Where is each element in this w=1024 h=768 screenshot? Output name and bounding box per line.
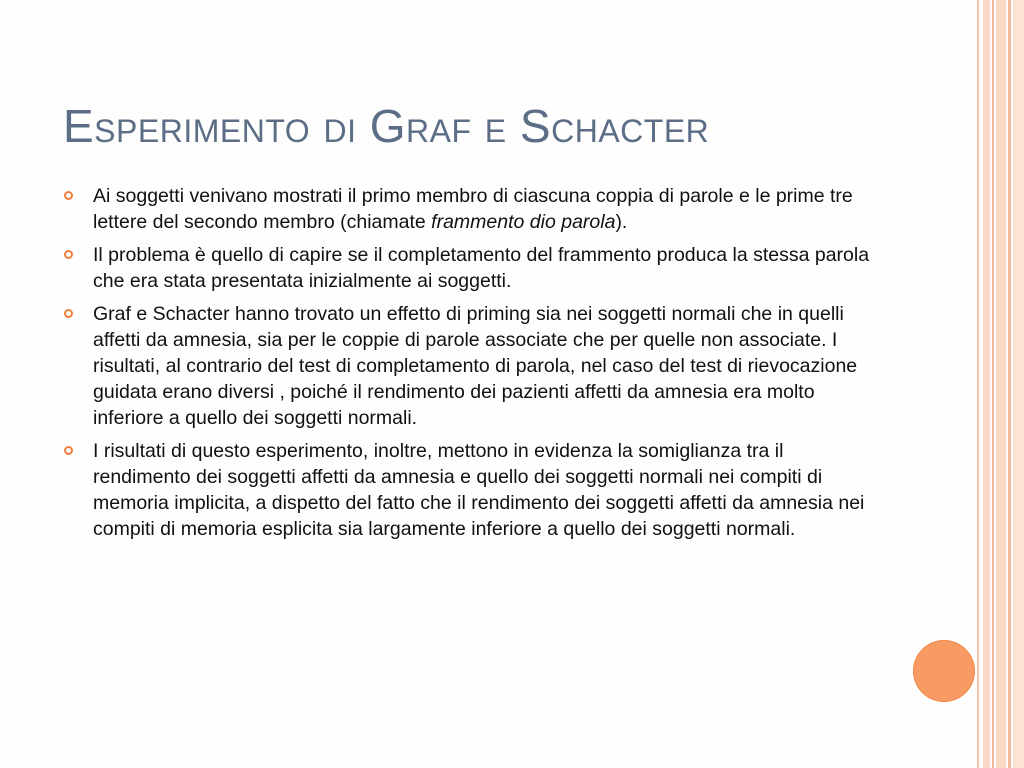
bullet-text: Ai soggetti venivano mostrati il primo membro di ciascuna coppia di parole e le prime tre lettere del secondo membro (chiamate [93, 185, 853, 233]
decorative-circle-icon [913, 640, 975, 702]
bullet-item [60, 183, 880, 235]
bullet-text-end: ). [615, 211, 628, 233]
slide-title: Esperimento di Graf e Schacter [63, 100, 710, 152]
bullet-text: Il problema è quello di capire se il completamento del frammento produca la stessa parola che era stata presentata inizialmente ai soggetti. [93, 244, 870, 292]
bullet-text: I risultati di questo esperimento, inoltre, mettono in evidenza la somiglianza tra il rendimento dei soggetti affetti da amnesia e quello dei soggetti normali nei compiti di memoria implicita, a dispetto del fatto che il rendimento dei soggetti affetti da amnesia nei compiti di memoria esplicita sia largamente inferiore a quello dei soggetti normali. [93, 440, 865, 540]
bullet-circle-icon [64, 250, 73, 259]
bullet-list [60, 183, 880, 549]
decorative-stripe [992, 0, 994, 768]
decorative-stripe [1008, 0, 1011, 768]
bullet-circle-icon [64, 446, 73, 455]
bullet-circle-icon [64, 191, 73, 200]
decorative-stripe [983, 0, 990, 768]
decorative-stripe [977, 0, 979, 768]
bullet-italic-term: frammento dio parola [431, 211, 616, 233]
decorative-stripe [1013, 0, 1024, 768]
bullet-text: Graf e Schacter hanno trovato un effetto di priming sia nei soggetti normali che in quelli affetti da amnesia, sia per le coppie di parole associate che per quelle non associate. I risultati, al contrario del test di completamento di parola, nel caso del test di rievocazione guidata erano diversi , poiché il rendimento dei pazienti affetti da amnesia era molto inferiore a quello dei soggetti normali. [93, 303, 858, 429]
decorative-stripe [996, 0, 1006, 768]
bullet-item [60, 438, 880, 542]
bullet-item [60, 242, 880, 294]
bullet-circle-icon [64, 309, 73, 318]
bullet-item [60, 301, 880, 431]
